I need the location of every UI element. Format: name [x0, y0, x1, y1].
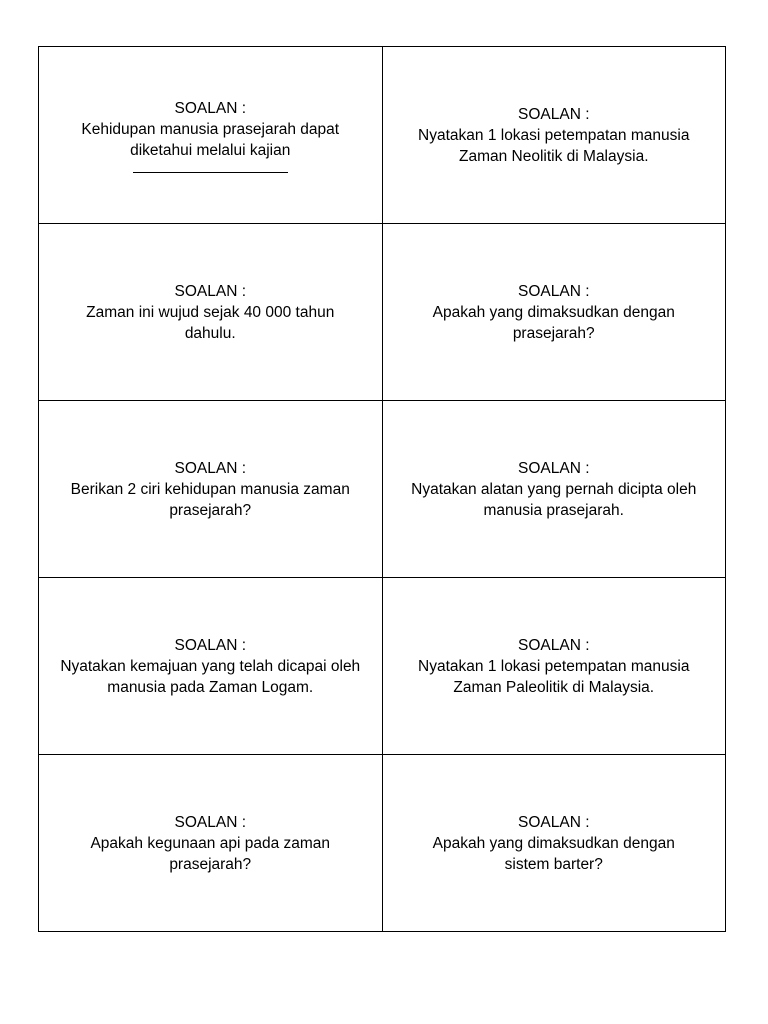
- question-card: [382, 578, 726, 755]
- card-label: SOALAN :: [518, 636, 590, 654]
- card-question: Nyatakan 1 lokasi petempatan manusia Zaman Neolitik di Malaysia.: [418, 126, 690, 165]
- card-label: SOALAN :: [174, 99, 246, 117]
- card-question: Kehidupan manusia prasejarah dapat diketahui melalui kajian: [81, 120, 340, 159]
- question-card: [382, 755, 726, 932]
- card-label: SOALAN :: [518, 105, 590, 123]
- card-label: SOALAN :: [174, 813, 246, 831]
- table-row: [39, 578, 726, 755]
- question-card: [39, 224, 383, 401]
- table-row: [39, 224, 726, 401]
- card-question: Apakah yang dimaksudkan dengan prasejarah?: [432, 303, 675, 342]
- card-question: Berikan 2 ciri kehidupan manusia zaman prasejarah?: [70, 480, 350, 519]
- card-question: Zaman ini wujud sejak 40 000 tahun dahulu.: [86, 303, 335, 342]
- card-label: SOALAN :: [518, 813, 590, 831]
- card-question: Nyatakan 1 lokasi petempatan manusia Zaman Paleolitik di Malaysia.: [418, 657, 690, 696]
- question-card: [382, 401, 726, 578]
- card-question: Nyatakan alatan yang pernah dicipta oleh manusia prasejarah.: [411, 480, 697, 519]
- question-card: [39, 401, 383, 578]
- card-label: SOALAN :: [518, 459, 590, 477]
- question-card: [382, 224, 726, 401]
- question-card-table: [38, 46, 726, 932]
- card-question: Apakah kegunaan api pada zaman prasejarah?: [90, 834, 331, 873]
- table-row: [39, 755, 726, 932]
- card-label: SOALAN :: [174, 282, 246, 300]
- answer-blank-line: [133, 163, 288, 173]
- question-card: [39, 578, 383, 755]
- card-label: SOALAN :: [174, 459, 246, 477]
- question-card: [39, 755, 383, 932]
- card-question: Nyatakan kemajuan yang telah dicapai oleh manusia pada Zaman Logam.: [60, 657, 361, 696]
- card-question: Apakah yang dimaksudkan dengan sistem barter?: [432, 834, 675, 873]
- card-label: SOALAN :: [174, 636, 246, 654]
- card-label: SOALAN :: [518, 282, 590, 300]
- table-row: [39, 401, 726, 578]
- question-card: [382, 47, 726, 224]
- table-row: [39, 47, 726, 224]
- question-card: [39, 47, 383, 224]
